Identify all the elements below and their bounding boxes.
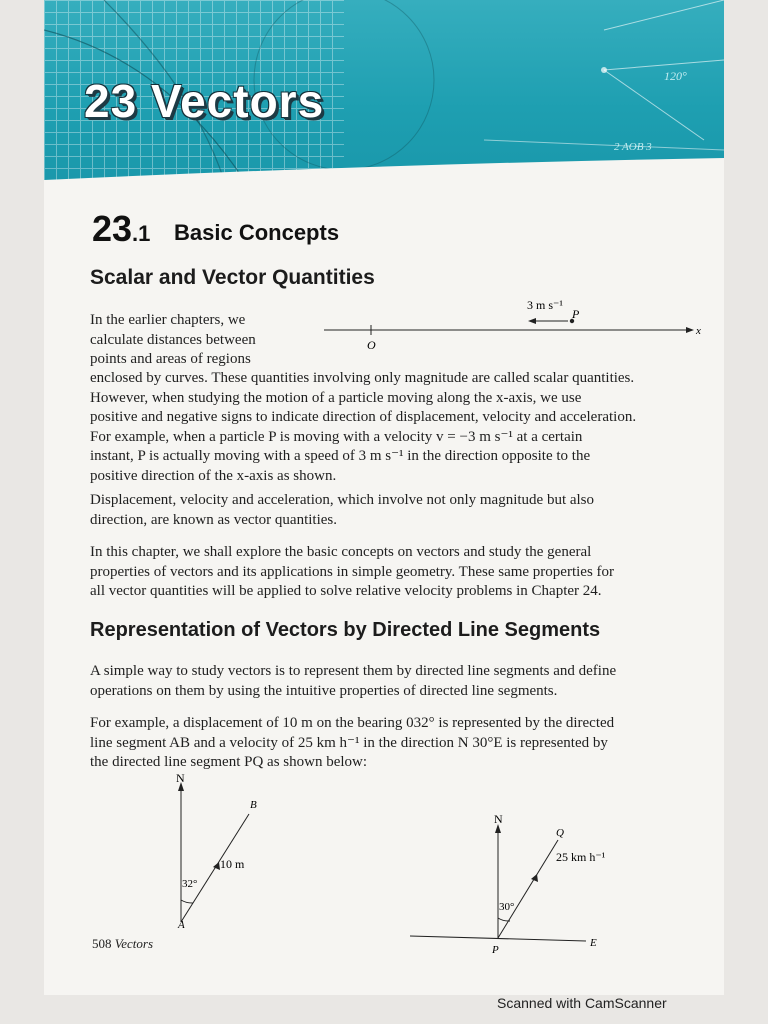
textbook-page (44, 0, 724, 995)
text-line: the directed line segment PQ as shown below: (90, 754, 368, 770)
section-title: Basic Concepts (174, 220, 340, 245)
text-line: instant, P is actually moving with a speed of 3 m s⁻¹ in the direction opposite to the (90, 448, 591, 464)
text-line: A simple way to study vectors is to represent them by directed line segments and define (90, 663, 617, 679)
text-line: points and areas of regions (90, 351, 251, 367)
point-b-label: B (250, 799, 257, 811)
text-line: direction, are known as vector quantities. (90, 511, 338, 528)
text-line: all vector quantities will be applied to solve relative velocity problems in Chapter 24. (90, 583, 602, 599)
chapter-banner (44, 0, 724, 180)
page-number: 508 (92, 936, 112, 951)
banner-edge (44, 158, 724, 188)
footer-label: Vectors (114, 936, 154, 951)
heading-representation: Representation of Vectors by Directed Line Segments (90, 619, 601, 641)
text-line: line segment AB and a velocity of 25 km h⁻¹ in the direction N 30°E is represented by (90, 734, 608, 751)
section-number: 23.1 (92, 208, 151, 249)
text-line: properties of vectors and its applications in simple geometry. These same properties for (90, 563, 615, 580)
page-footer (92, 936, 153, 952)
text-line: calculate distances between (90, 331, 256, 348)
text-line: However, when studying the motion of a particle moving along the x-axis, we use (90, 389, 582, 406)
point-a-label: A (178, 919, 185, 931)
text-line: positive direction of the x-axis as shown. (90, 467, 337, 484)
east-label: E (590, 937, 597, 949)
text-line: In this chapter, we shall explore the basic concepts on vectors and study the general (90, 544, 592, 560)
paragraph-vector (90, 491, 594, 530)
paragraph-example (90, 714, 614, 773)
angle-label: 30° (499, 901, 515, 913)
intro-paragraph (90, 311, 256, 370)
paragraph-scalar (90, 369, 636, 486)
north-label: N (494, 812, 503, 826)
heading-scalar-vector: Scalar and Vector Quantities (90, 266, 375, 289)
point-p-label: P (572, 307, 580, 321)
text-line: Displacement, velocity and acceleration, which involve not only magnitude but also (90, 492, 595, 508)
x-axis-label: x (696, 325, 701, 337)
x-axis-diagram (324, 296, 704, 358)
text-line: For example, when a particle P is moving with a velocity v = −3 m s⁻¹ at a certain (90, 428, 583, 445)
svg-text:120°: 120° (664, 69, 687, 83)
point-p-label: P (492, 944, 499, 956)
paragraph-chapter-intro (90, 543, 614, 602)
scanner-watermark: Scanned with CamScanner (497, 995, 667, 1011)
point-q-label: Q (556, 827, 564, 839)
north-label: N (176, 772, 185, 785)
text-line: enclosed by curves. These quantities involving only magnitude are called scalar quantities. (90, 370, 635, 386)
text-line: positive and negative signs to indicate direction of displacement, velocity and acceleration. (90, 409, 637, 425)
text-line: operations on them by using the intuitive properties of directed line segments. (90, 682, 558, 699)
angle-label: 32° (182, 878, 198, 890)
origin-label: O (367, 338, 376, 352)
diagram-ab (154, 772, 314, 932)
chapter-title: 23 Vectors (84, 75, 325, 127)
speed-label: 3 m s⁻¹ (527, 298, 563, 312)
text-line: For example, a displacement of 10 m on the bearing 032° is represented by the directed (90, 715, 615, 731)
speed-label: 25 km h⁻¹ (556, 850, 606, 864)
paragraph-directed-segments (90, 662, 616, 701)
length-label: 10 m (220, 857, 245, 871)
diagram-pq (410, 808, 650, 958)
svg-text:2 AOB 3: 2 AOB 3 (614, 141, 652, 153)
text-line: In the earlier chapters, we (90, 312, 246, 328)
